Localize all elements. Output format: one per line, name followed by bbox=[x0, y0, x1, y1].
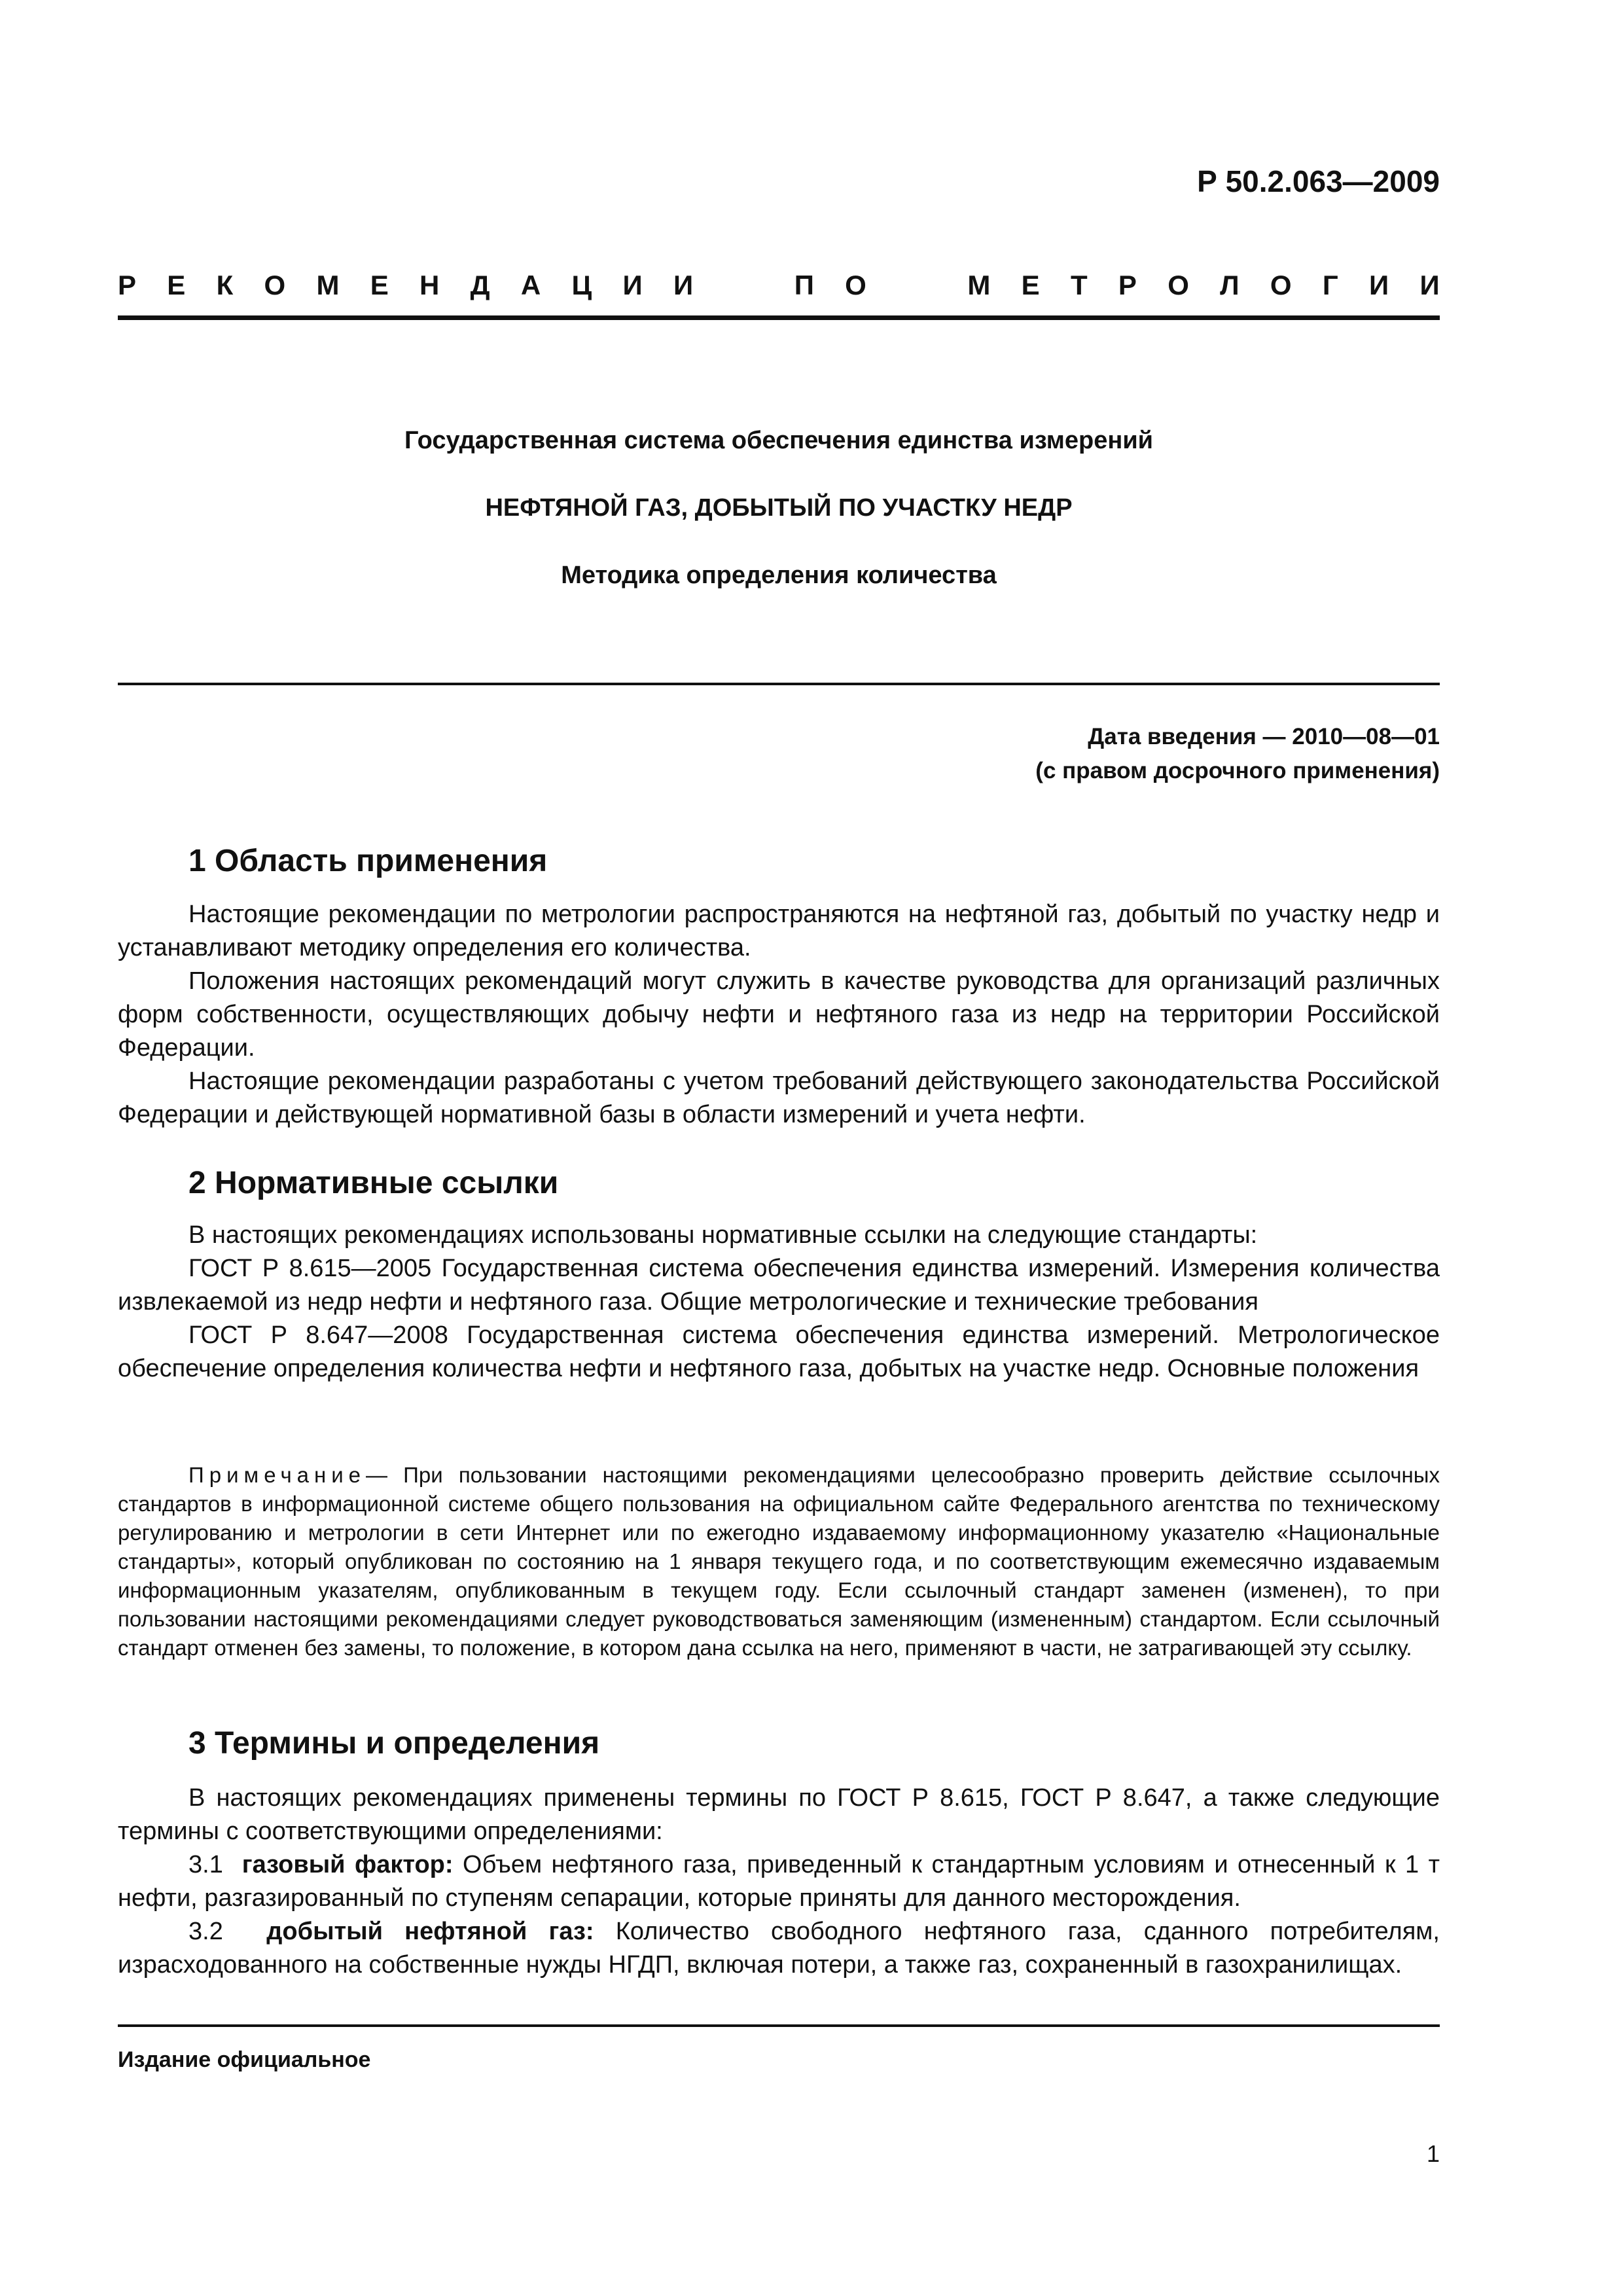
paragraph: В настоящих рекомендациях применены термины по ГОСТ Р 8.615, ГОСТ Р 8.647, а также следующие термины с соответствующими определениями: bbox=[118, 1784, 1440, 1845]
series-title bbox=[118, 270, 1440, 301]
section-2-note bbox=[118, 1461, 1440, 1662]
section-3-heading: 3 Термины и определения bbox=[188, 1726, 600, 1761]
section-2-body bbox=[118, 1219, 1440, 1386]
series-letter: Р bbox=[1118, 270, 1137, 300]
paragraph: ГОСТ Р 8.647—2008 Государственная система обеспечения единства измерений. Метрологическое обеспечение определения количества нефти и нефтяного газа, добытых на участке недр. Основные положения bbox=[118, 1321, 1440, 1382]
term-name: газовый фактор: bbox=[241, 1851, 454, 1878]
document-page bbox=[118, 0, 1440, 2296]
paragraph: В настоящих рекомендациях использованы нормативные ссылки на следующие стандарты: bbox=[188, 1221, 1258, 1249]
series-letter: Д bbox=[470, 270, 490, 300]
series-gap bbox=[724, 270, 763, 301]
title-rule bbox=[118, 683, 1440, 685]
series-letter: О bbox=[1270, 270, 1292, 300]
series-letter: Е bbox=[1021, 270, 1040, 300]
term-definition: Количество свободного нефтяного газа, сданного потребителям, израсходованного на собственные нужды НГДП, включая потери, а также газ, сохраненный в газохранилищах. bbox=[118, 1918, 1440, 1979]
main-title: НЕФТЯНОЙ ГАЗ, ДОБЫТЫЙ ПО УЧАСТКУ НЕДР bbox=[485, 494, 1073, 522]
page-number: 1 bbox=[1426, 2140, 1440, 2167]
series-letter: И bbox=[673, 270, 694, 300]
series-letter: И bbox=[622, 270, 643, 300]
series-letter: Т bbox=[1070, 270, 1088, 300]
system-title: Государственная система обеспечения единства измерений bbox=[404, 427, 1154, 454]
series-letter: Е bbox=[370, 270, 389, 300]
series-letter: И bbox=[1419, 270, 1440, 300]
paragraph: Положения настоящих рекомендаций могут служить в качестве руководства для организаций различных форм собственности, осуществляющих добычу нефти и нефтяного газа из недр на территории Российской Федерации. bbox=[118, 967, 1440, 1062]
series-letter: Н bbox=[419, 270, 440, 300]
term-number: 3.2 bbox=[188, 1918, 223, 1945]
series-letter: Е bbox=[167, 270, 186, 300]
series-gap bbox=[897, 270, 936, 301]
early-application-line: (с правом досрочного применения) bbox=[1035, 758, 1440, 783]
footer-rule bbox=[118, 2024, 1440, 2027]
document-number: Р 50.2.063—2009 bbox=[1197, 164, 1440, 198]
term-entry bbox=[118, 1915, 1440, 1982]
series-letter: П bbox=[794, 270, 814, 300]
series-letter: Л bbox=[1220, 270, 1240, 300]
section-1-heading: 1 Область применения bbox=[188, 844, 548, 878]
series-letter: О bbox=[1168, 270, 1189, 300]
date-line: Дата введения — 2010—08—01 bbox=[1088, 724, 1440, 749]
section-3-body bbox=[118, 1782, 1440, 1982]
paragraph: Настоящие рекомендации разработаны с учетом требований действующего законодательства Российской Федерации и действующей нормативной базы в области измерений и учета нефти. bbox=[118, 1067, 1440, 1128]
series-letter: Г bbox=[1322, 270, 1338, 300]
section-2-heading: 2 Нормативные ссылки bbox=[188, 1166, 559, 1200]
edition-label: Издание официальное bbox=[118, 2047, 371, 2072]
series-letter: Ц bbox=[571, 270, 592, 300]
note-text: — При пользовании настоящими рекомендациями целесообразно проверить действие ссылочных стандартов в информационной системе общего пользования на официальном сайте Федерального агентства по техническому регулированию и метрологии в сети Интернет или по ежегодно издаваемому информационному указателю «Национальные стандарты», который опубликован по состоянию на 1 января текущего года, и по соответствующим ежемесячно издаваемым информационным указателям, опубликованным в текущем году. Если ссылочный стандарт заменен (изменен), то при пользовании настоящими рекомендациями следует руководствоваться заменяющим (измененным) стандартом. Если ссылочный стандарт отменен без замены, то положение, в котором дана ссылка на него, применяют в части, не затрагивающей эту ссылку. bbox=[118, 1463, 1440, 1660]
series-letter: О bbox=[264, 270, 286, 300]
series-letter: А bbox=[520, 270, 541, 300]
term-definition: Объем нефтяного газа, приведенный к стандартным условиям и отнесенный к 1 т нефти, разгазированный по ступеням сепарации, которые приняты для данного месторождения. bbox=[118, 1851, 1440, 1912]
paragraph: ГОСТ Р 8.615—2005 Государственная система обеспечения единства измерений. Измерения количества извлекаемой из недр нефти и нефтяного газа. Общие метрологические и технические требования bbox=[118, 1255, 1440, 1316]
series-letter: М bbox=[316, 270, 340, 300]
series-letter: О bbox=[845, 270, 866, 300]
subtitle: Методика определения количества bbox=[561, 562, 997, 589]
term-entry bbox=[118, 1848, 1440, 1915]
series-letter: Р bbox=[118, 270, 137, 300]
introduction-date bbox=[1035, 720, 1440, 788]
note-label: Примечание bbox=[188, 1463, 366, 1487]
section-1-body bbox=[118, 898, 1440, 1132]
series-letter: М bbox=[967, 270, 991, 300]
header-rule bbox=[118, 315, 1440, 320]
term-number: 3.1 bbox=[188, 1851, 223, 1878]
paragraph: Настоящие рекомендации по метрологии распространяются на нефтяной газ, добытый по участку недр и устанавливают методику определения его количества. bbox=[118, 901, 1440, 961]
series-letter: К bbox=[216, 270, 234, 300]
term-name: добытый нефтяной газ: bbox=[266, 1918, 594, 1945]
series-letter: И bbox=[1368, 270, 1389, 300]
